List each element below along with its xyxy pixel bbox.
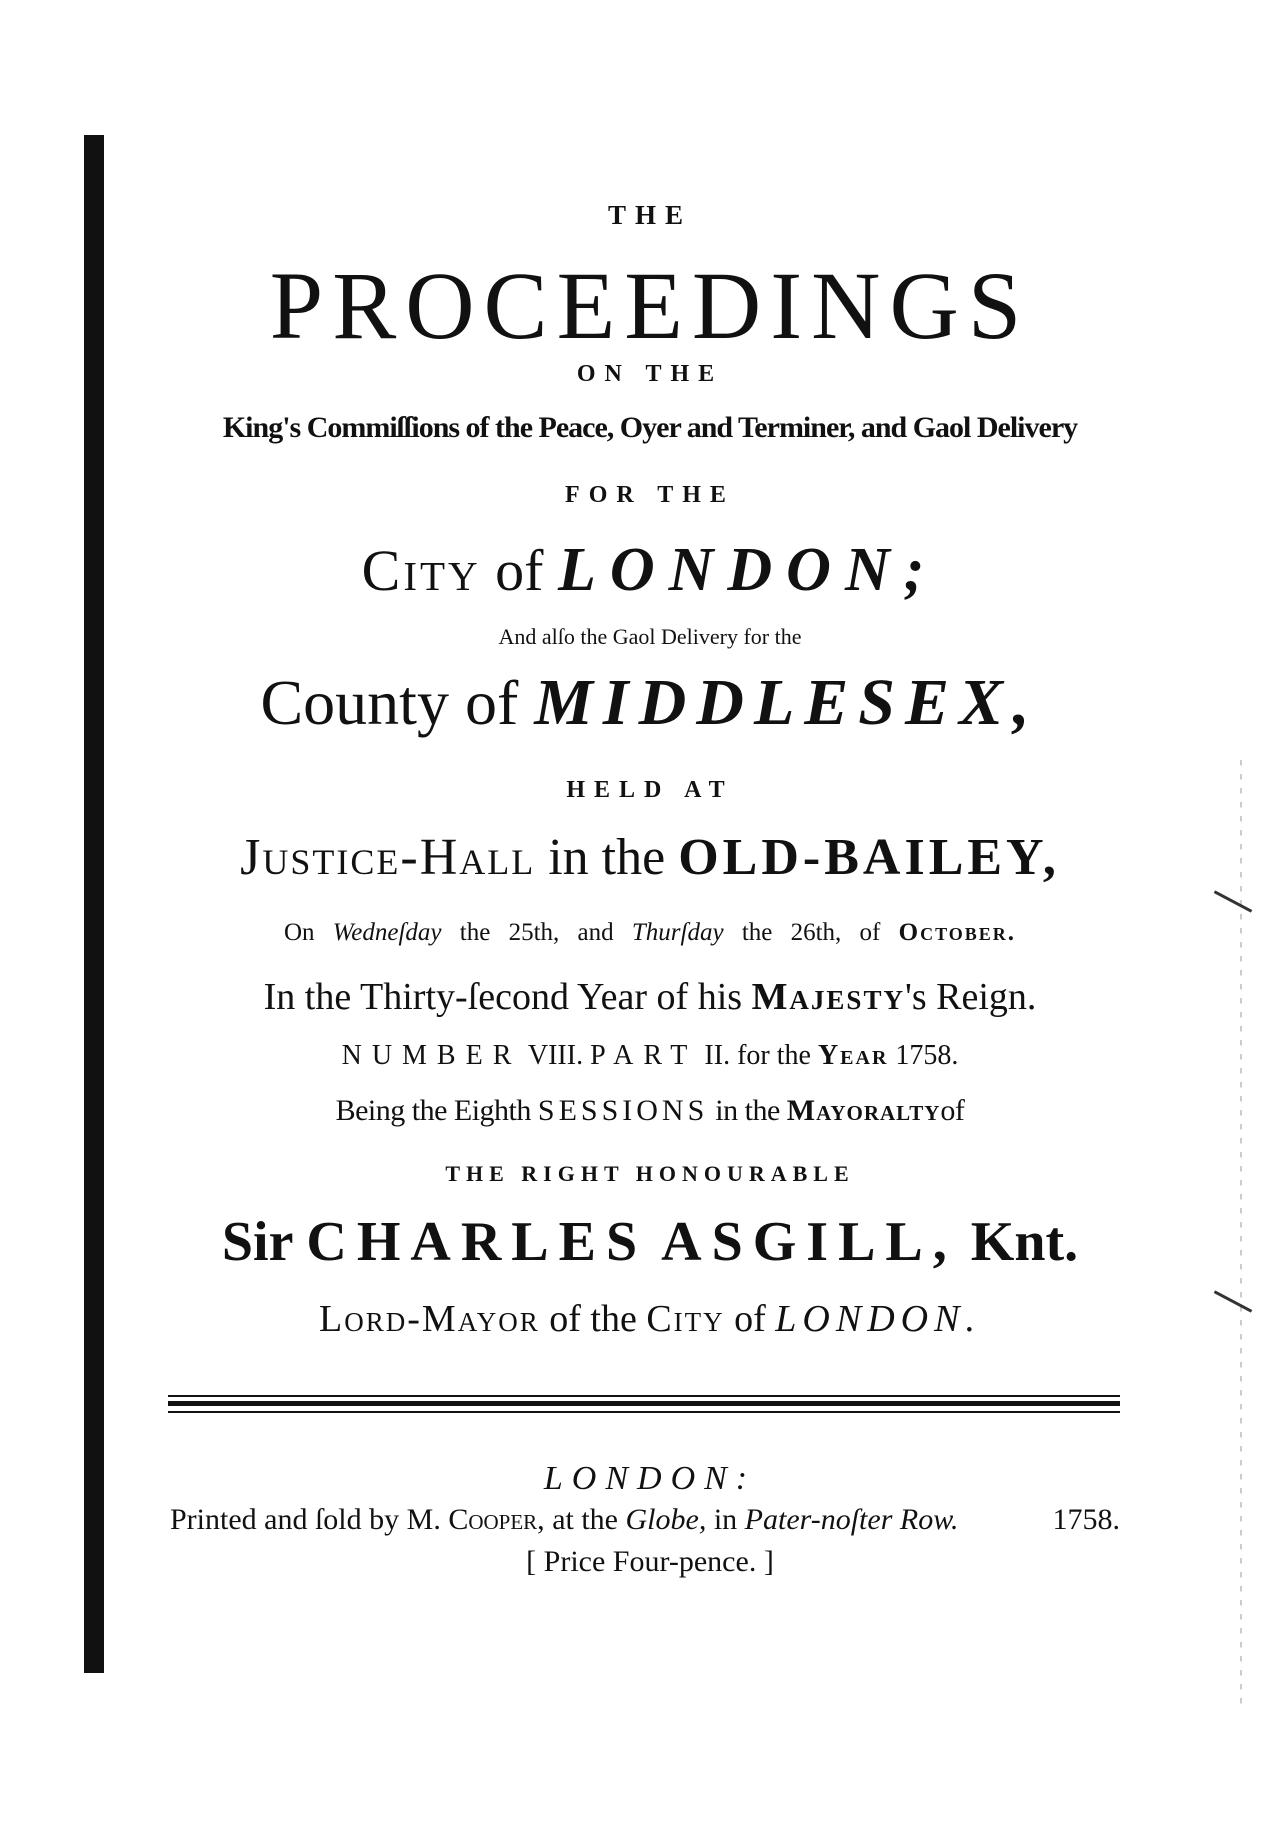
lord-mayor-of-the: of the [549, 1298, 637, 1340]
number-value: VIII. [527, 1040, 584, 1071]
heading-on-the: ON THE [576, 361, 724, 387]
main-title: PROCEEDINGS [269, 252, 1031, 359]
county-line [160, 666, 1140, 739]
county-name: MIDDLESEX, [534, 666, 1040, 739]
sessions-mayoralty: Mayoralty [786, 1094, 941, 1127]
mayor-honour: Knt. [970, 1211, 1079, 1273]
lord-mayor-city: City [646, 1298, 725, 1340]
mayor-surname: ASGILL, [661, 1211, 957, 1273]
imprint-at-the: at the [552, 1503, 618, 1536]
lord-mayor-london: LONDON. [775, 1298, 981, 1340]
old-bailey: OLD-BAILEY, [678, 829, 1060, 886]
mayor-name-line [160, 1211, 1140, 1273]
divider-rule [168, 1411, 1120, 1413]
city-of: of [495, 538, 544, 603]
imprint-street: Pater-noſter Row. [744, 1503, 959, 1536]
dates-thursday: Thurſday [631, 919, 724, 946]
heading-for-the: FOR THE [565, 482, 735, 508]
heading-the: THE [607, 200, 693, 230]
sessions-prefix: Being the Eighth [335, 1094, 531, 1127]
dates-second: the 26th, of [741, 919, 881, 946]
also-line: And alſo the Gaol Delivery for the [498, 624, 802, 649]
in-the: in the [548, 829, 666, 886]
imprint-text [170, 1505, 958, 1535]
mayor-title: Sir [221, 1211, 293, 1273]
reign-suffix: 's Reign. [904, 976, 1037, 1018]
lord-mayor-line [160, 1300, 1140, 1338]
justice-hall-line [160, 829, 1140, 886]
imprint-place: LONDON: [543, 1460, 757, 1497]
dates-first: the 25th, and [459, 919, 614, 946]
margin-tick-mark [1214, 1290, 1252, 1312]
page-edge-specks [1240, 760, 1242, 1710]
city-name: LONDON; [557, 536, 939, 604]
lord-mayor-of: of [734, 1298, 766, 1340]
sessions-word: SESSIONS [537, 1094, 709, 1127]
imprint-globe: Globe, [625, 1503, 707, 1536]
city-prefix: City [361, 538, 481, 603]
imprint-printed: Printed and ſold by M. [170, 1503, 441, 1536]
sessions-suffix: of [940, 1094, 965, 1127]
divider-rule [168, 1401, 1120, 1406]
justice-hall: Justice-Hall [240, 829, 536, 886]
reign-prefix: In the Thirty-ſecond Year of his [263, 976, 743, 1018]
number-line [160, 1042, 1140, 1070]
heading-held-at: HELD AT [566, 777, 734, 803]
county-prefix: County of [260, 667, 519, 738]
commissions-line: King's Commiſſions of the Peace, Oyer and Terminer, and Gaol Delivery [222, 411, 1078, 444]
imprint-price: [ Price Four-pence. ] [526, 1545, 774, 1578]
lord-mayor-label: Lord-Mayor [319, 1298, 540, 1340]
year-value: 1758. [895, 1040, 959, 1071]
city-line [160, 536, 1140, 604]
reign-majesty: Majesty [751, 976, 905, 1018]
reign-line [160, 978, 1140, 1016]
part-value: II. for the [704, 1040, 811, 1071]
number-label: NUMBER [341, 1040, 522, 1071]
part-label: PART [590, 1040, 698, 1071]
dates-wednesday: Wedneſday [332, 919, 442, 946]
imprint-printer: Cooper, [448, 1503, 545, 1536]
imprint-line [170, 1505, 1120, 1535]
margin-tick-mark [1214, 890, 1252, 912]
right-honourable: THE RIGHT HONOURABLE [445, 1161, 855, 1186]
sessions-mid: in the [715, 1094, 780, 1127]
dates-line [160, 920, 1140, 945]
imprint-in: in [713, 1503, 738, 1536]
dates-month: October. [898, 919, 1017, 946]
dates-on: On [283, 919, 315, 946]
year-label: Year [817, 1040, 889, 1071]
binding-spine-bar [84, 135, 104, 1673]
imprint-year: 1758. [1052, 1503, 1120, 1536]
divider-rule [168, 1395, 1120, 1397]
sessions-line [160, 1096, 1140, 1126]
mayor-first-name: CHARLES [306, 1211, 648, 1273]
